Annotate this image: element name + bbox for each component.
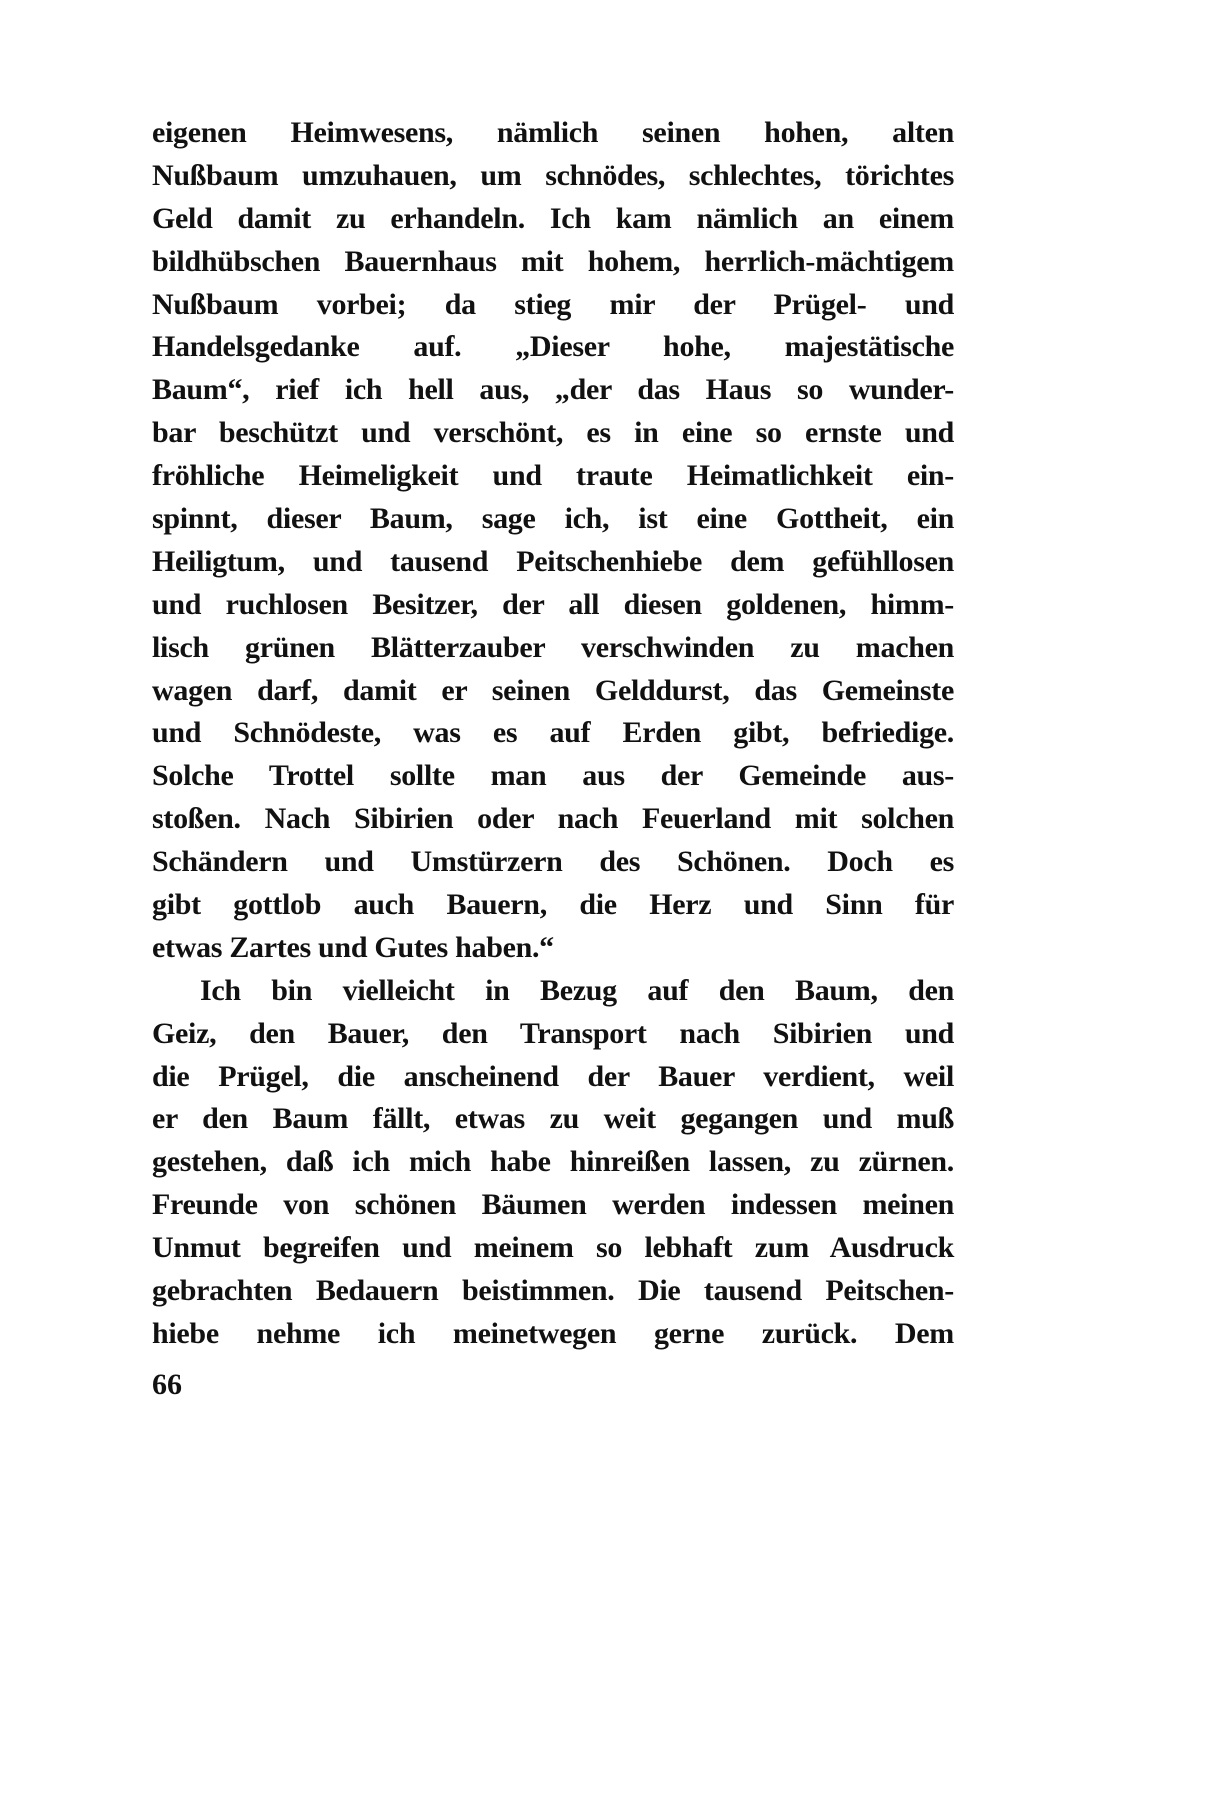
- text-line: gestehen, daß ich mich habe hinreißen lassen, zu zürnen.: [152, 1145, 954, 1179]
- text-line: etwas Zartes und Gutes haben.“: [152, 930, 554, 964]
- page-number: 66: [152, 1368, 182, 1401]
- text-line: Heiligtum, und tausend Peitschenhiebe dem gefühllosen: [152, 544, 954, 578]
- text-line: Nußbaum umzuhauen, um schnödes, schlechtes, törichtes: [152, 158, 954, 192]
- text-line: und Schnödeste, was es auf Erden gibt, befriedige.: [152, 716, 954, 750]
- text-line: eigenen Heimwesens, nämlich seinen hohen, alten: [152, 116, 954, 149]
- text-line: Geld damit zu erhandeln. Ich kam nämlich an einem: [152, 201, 954, 235]
- text-line: gebrachten Bedauern beistimmen. Die tausend Peitschen-: [152, 1274, 954, 1308]
- text-line: Geiz, den Bauer, den Transport nach Sibirien und: [152, 1016, 954, 1050]
- text-line: Unmut begreifen und meinem so lebhaft zum Ausdruck: [152, 1231, 954, 1265]
- text-line: Freunde von schönen Bäumen werden indessen meinen: [152, 1188, 954, 1222]
- text-line: und ruchlosen Besitzer, der all diesen goldenen, himm-: [152, 587, 954, 621]
- text-line: Nußbaum vorbei; da stieg mir der Prügel- und: [152, 287, 954, 321]
- text-line: Baum“, rief ich hell aus, „der das Haus so wunder-: [152, 373, 954, 407]
- text-line: wagen darf, damit er seinen Gelddurst, das Gemeinste: [152, 673, 954, 707]
- text-line: gibt gottlob auch Bauern, die Herz und Sinn für: [152, 888, 954, 922]
- text-line: bildhübschen Bauernhaus mit hohem, herrlich-mächtigem: [152, 244, 954, 278]
- text-line: fröhliche Heimeligkeit und traute Heimatlichkeit ein-: [152, 459, 954, 493]
- body-text: [152, 112, 954, 1356]
- text-line: Schändern und Umstürzern des Schönen. Doch es: [152, 845, 954, 879]
- text-line: bar beschützt und verschönt, es in eine so ernste und: [152, 416, 954, 450]
- text-line: Handelsgedanke auf. „Dieser hohe, majestätische: [152, 330, 954, 364]
- text-line: hiebe nehme ich meinetwegen gerne zurück. Dem: [152, 1316, 954, 1350]
- text-line: spinnt, dieser Baum, sage ich, ist eine Gottheit, ein: [152, 502, 954, 536]
- text-line: lisch grünen Blätterzauber verschwinden zu machen: [152, 630, 954, 664]
- text-line: Ich bin vielleicht in Bezug auf den Baum, den: [200, 973, 954, 1007]
- text-line: er den Baum fällt, etwas zu weit gegangen und muß: [152, 1102, 954, 1136]
- text-line: stoßen. Nach Sibirien oder nach Feuerland mit solchen: [152, 802, 954, 836]
- text-line: Solche Trottel sollte man aus der Gemeinde aus-: [152, 759, 954, 793]
- text-line: die Prügel, die anscheinend der Bauer verdient, weil: [152, 1059, 954, 1093]
